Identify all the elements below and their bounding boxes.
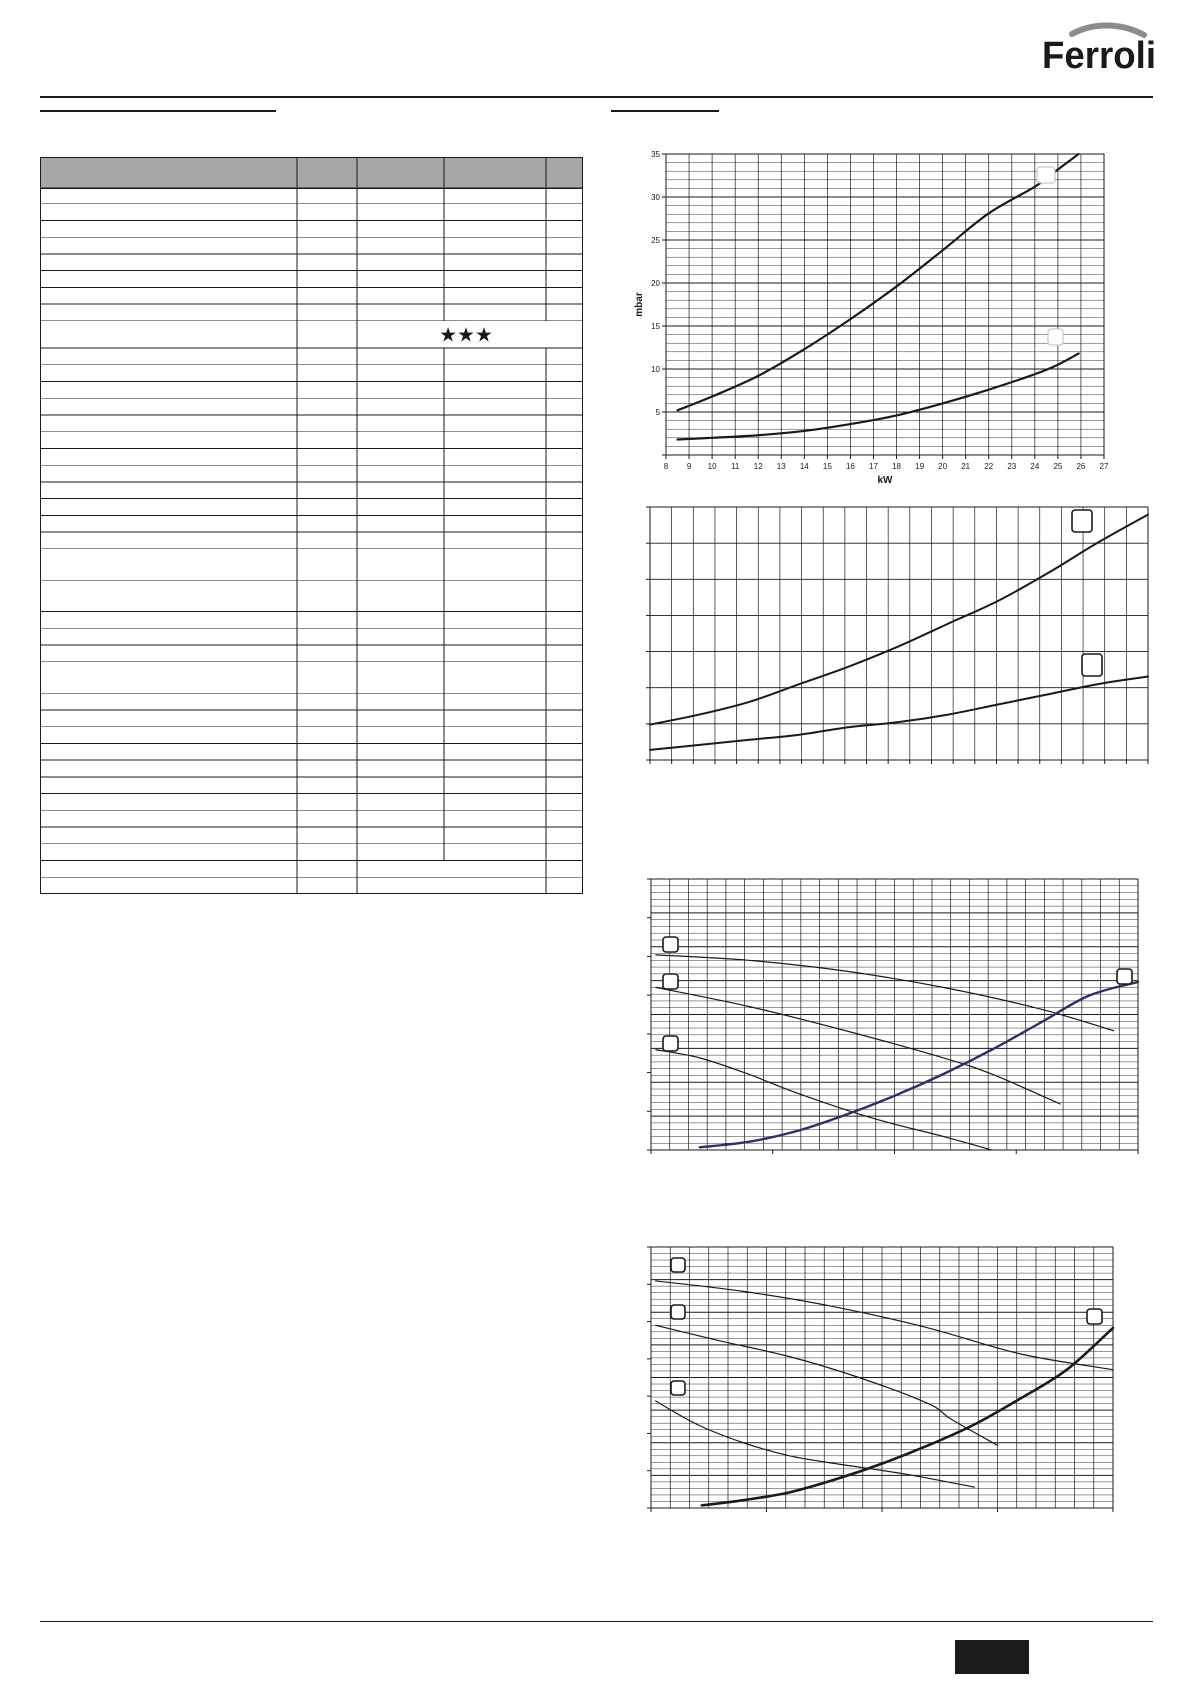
x-tick-label: 25 <box>1053 462 1063 471</box>
x-tick-label: 17 <box>869 462 878 471</box>
y-tick-label: 35 <box>651 150 660 159</box>
curve-marker <box>1082 654 1102 676</box>
x-tick-label: 19 <box>915 462 925 471</box>
x-tick-label: 22 <box>984 462 994 471</box>
series-line-3 <box>656 1050 992 1150</box>
curve-marker <box>663 974 678 989</box>
chart-grid <box>666 154 1104 455</box>
pressure-loss-chart <box>630 146 1125 486</box>
curve-marker <box>1037 167 1055 183</box>
series-line-3 <box>656 1401 975 1487</box>
y-tick-label: 25 <box>651 236 660 245</box>
curve-marker <box>663 937 678 952</box>
table-section-rule <box>40 110 276 112</box>
x-tick-label: 9 <box>686 462 692 471</box>
footer-rule <box>40 1621 1153 1622</box>
x-tick-label: 23 <box>1007 462 1017 471</box>
technical-data-table <box>40 157 583 894</box>
x-tick-label: 18 <box>892 462 901 471</box>
x-tick-label: 27 <box>1099 462 1109 471</box>
x-tick-label: 26 <box>1076 462 1086 471</box>
logo-wordmark: Ferroli <box>1042 35 1156 74</box>
x-tick-label: 8 <box>663 462 669 471</box>
x-tick-label: 10 <box>707 462 717 471</box>
pump-head-chart <box>646 874 1152 1156</box>
x-tick-label: 21 <box>961 462 971 471</box>
curve-marker <box>671 1381 685 1395</box>
x-tick-label: 11 <box>731 462 740 471</box>
y-axis-label: mbar <box>634 292 645 317</box>
series-line-2 <box>656 1325 998 1445</box>
series-line-2 <box>678 354 1079 440</box>
x-tick-label: 24 <box>1030 462 1040 471</box>
x-tick-label: 13 <box>776 462 786 471</box>
pressure-loss-chart-2 <box>636 502 1156 764</box>
curve-marker <box>1048 329 1063 345</box>
curve-marker <box>671 1258 685 1272</box>
y-tick-label: 15 <box>651 322 660 331</box>
x-tick-label: 20 <box>938 462 948 471</box>
series-line-1 <box>650 515 1148 725</box>
x-tick-label: 12 <box>753 462 763 471</box>
y-tick-label: 30 <box>651 193 660 202</box>
chart-grid <box>651 1247 1113 1508</box>
curve-marker <box>1087 1309 1102 1324</box>
x-tick-label: 15 <box>822 462 832 471</box>
series-line-4 <box>700 982 1138 1147</box>
plot-frame <box>666 154 1104 455</box>
y-tick-label: 20 <box>651 279 660 288</box>
curve-marker <box>671 1305 685 1319</box>
page-number-block <box>955 1640 1029 1674</box>
curve-marker <box>663 1036 678 1051</box>
curve-marker <box>1072 510 1092 532</box>
series-line-1 <box>678 154 1079 410</box>
y-tick-label: 10 <box>651 365 660 374</box>
curve-marker <box>1117 969 1132 984</box>
chart-grid <box>651 879 1138 1150</box>
ferroli-logo <box>1040 18 1160 74</box>
table-border <box>41 158 583 894</box>
y-tick-label: 5 <box>655 408 660 417</box>
charts-section-rule <box>611 110 719 112</box>
x-tick-label: 14 <box>799 462 809 471</box>
header-rule <box>40 96 1153 98</box>
x-axis-label: kW <box>877 475 893 486</box>
pump-head-chart-2 <box>646 1242 1128 1514</box>
table-header <box>41 158 583 189</box>
rating-stars: ★★★ <box>439 322 493 347</box>
x-tick-label: 16 <box>845 462 855 471</box>
